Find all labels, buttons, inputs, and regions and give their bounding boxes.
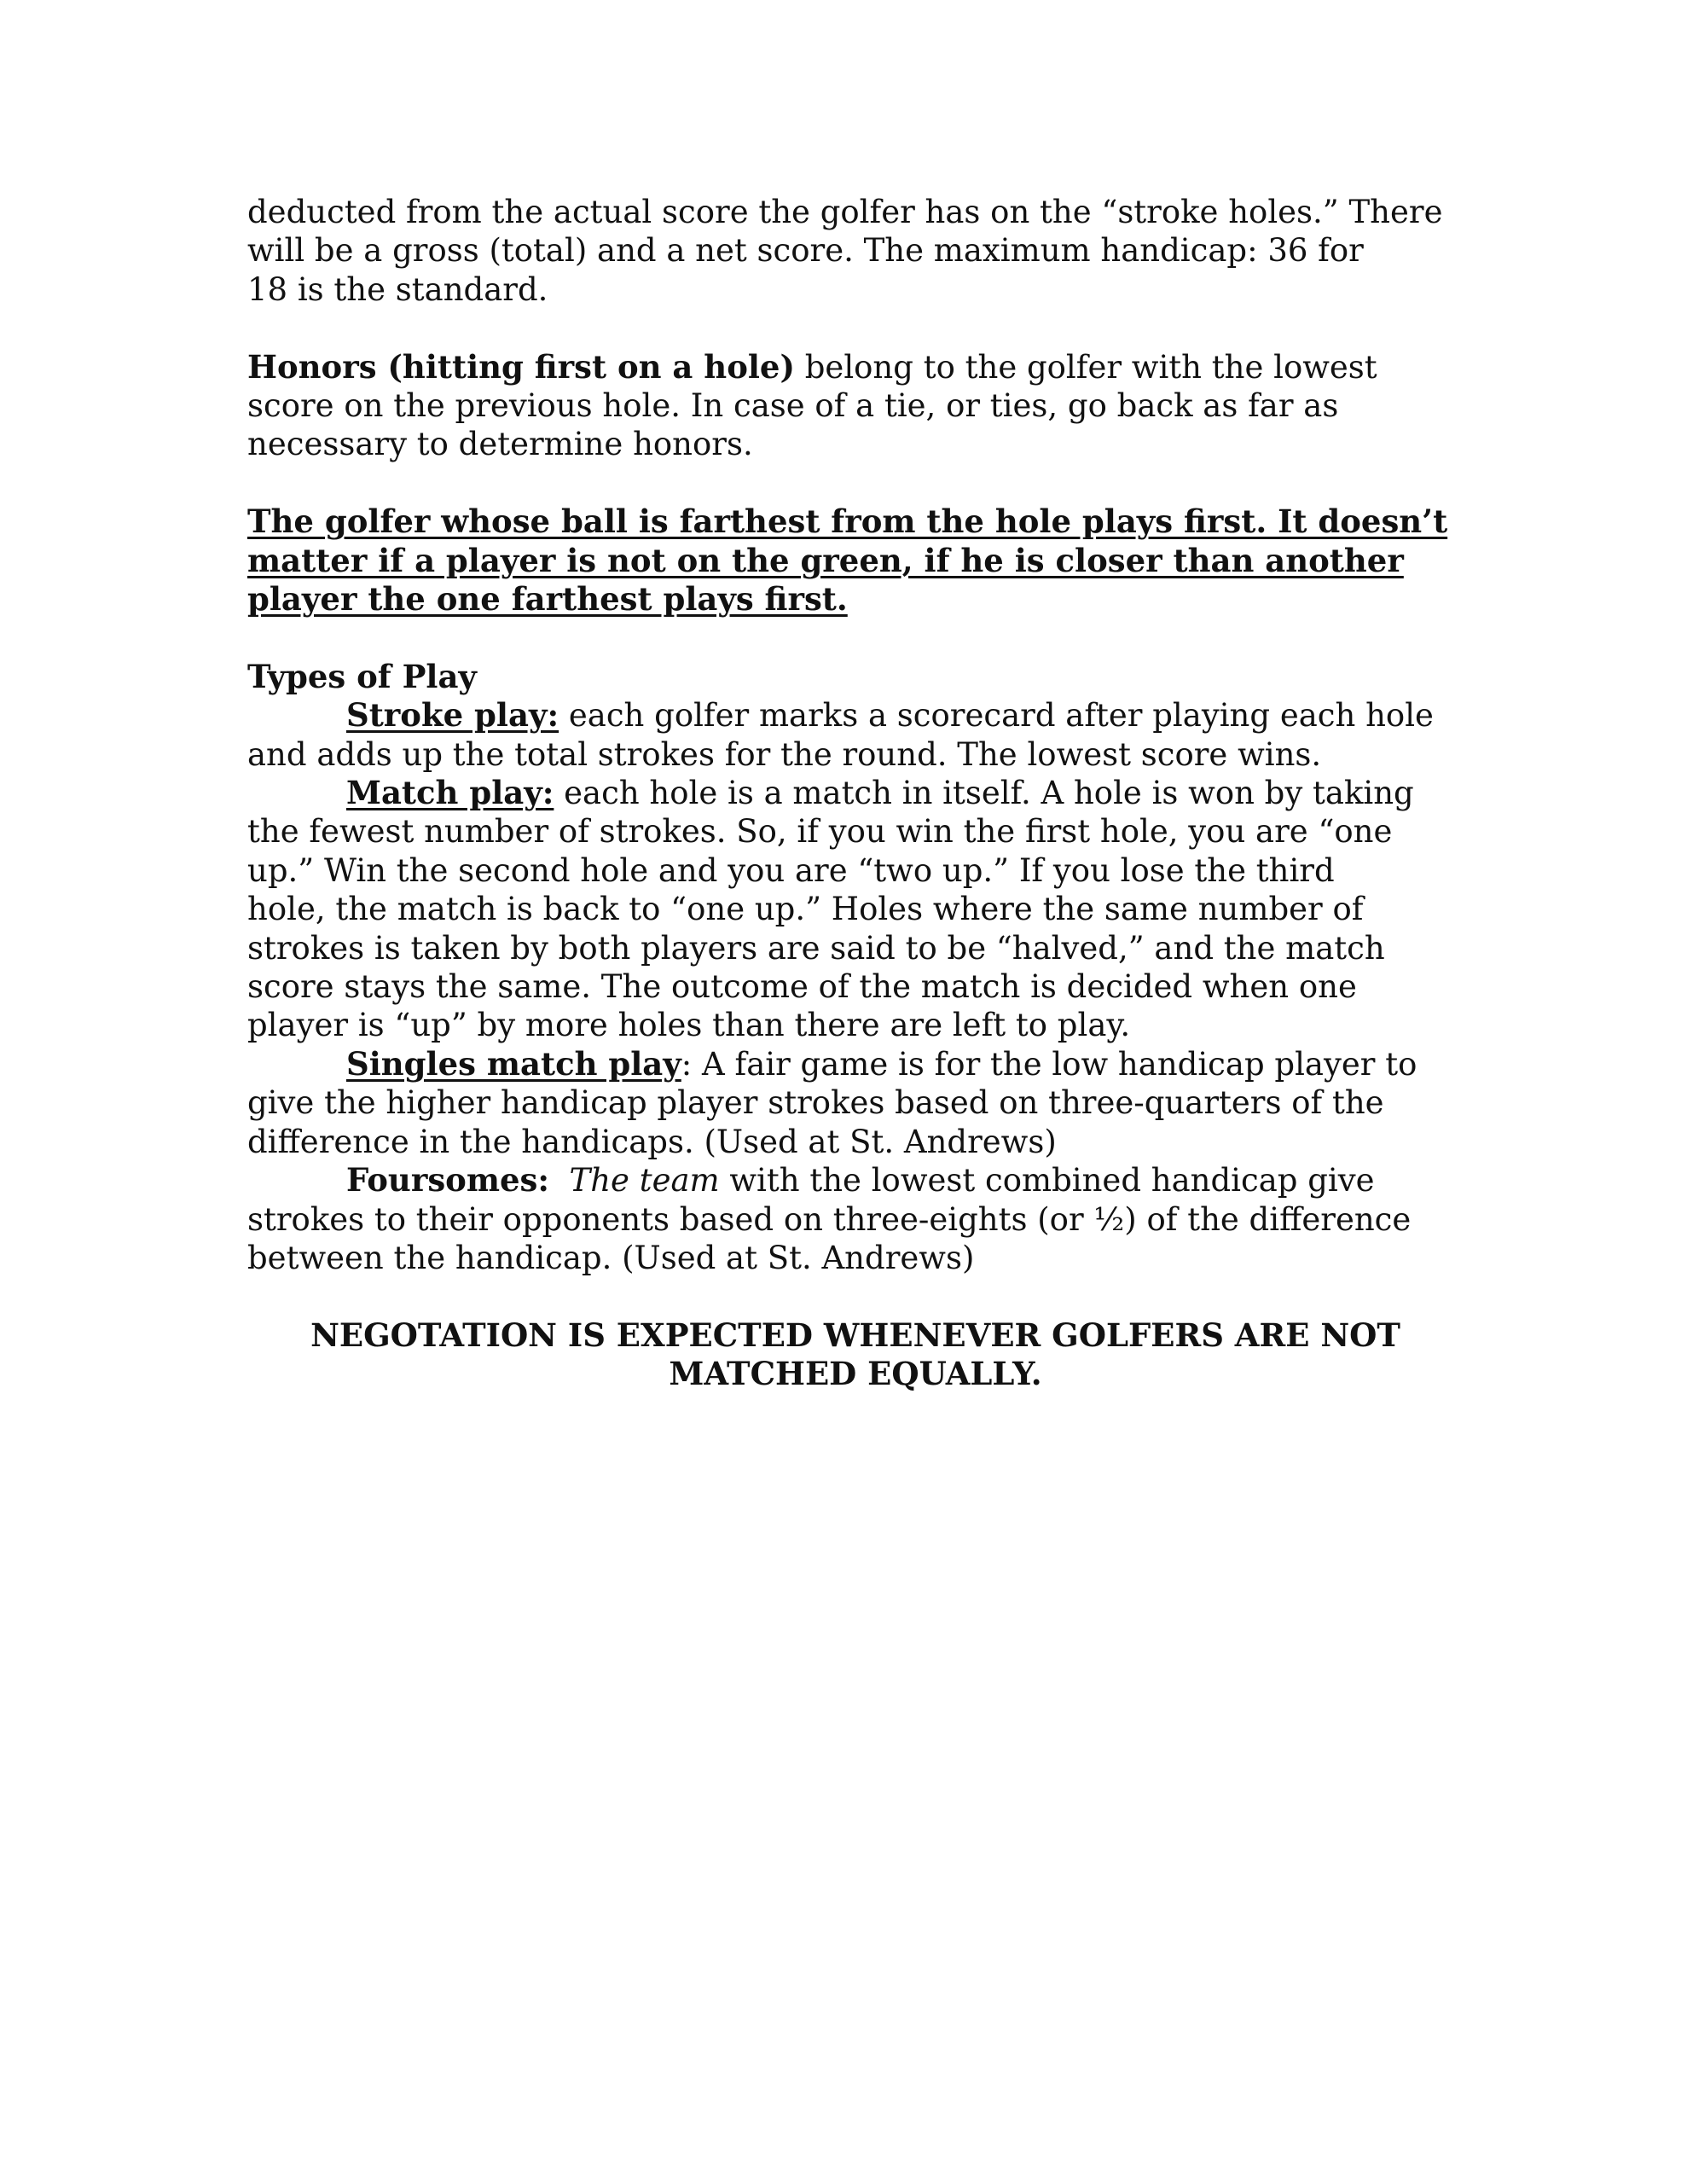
match-play-line: hole, the match is back to “one up.” Holes where the same number of [247,891,1364,928]
intro-line: deducted from the actual score the golfer has on the “stroke holes.” There [247,194,1443,230]
foursomes-gap [549,1162,570,1199]
honors-line [247,348,1467,386]
foursomes-text: with the lowest combined handicap give [719,1162,1375,1199]
paragraph-spacer [247,309,1467,347]
types-of-play-heading: Types of Play [247,657,477,695]
foursomes-line [247,1161,1467,1199]
match-play-line: the fewest number of strokes. So, if you win the first hole, you are “one [247,813,1393,851]
match-play-line: player is “up” by more holes than there are left to play. [247,1007,1131,1044]
foursomes-paragraph [247,1161,1467,1277]
match-play-paragraph [247,774,1467,1045]
foursomes-line: strokes to their opponents based on three-eights (or ½) of the difference [247,1200,1412,1238]
singles-match-play-paragraph [247,1045,1467,1161]
intro-paragraph [247,193,1467,309]
match-play-line: strokes is taken by both players are said to be “halved,” and the match [247,929,1385,967]
match-play-line: up.” Win the second hole and you are “two up.” If you lose the third [247,851,1335,889]
foursomes-line: between the handicap. (Used at St. Andrews) [247,1239,975,1276]
farthest-rule-line [247,580,1467,619]
intro-line: 18 is the standard. [247,270,548,308]
honors-heading: Honors (hitting first on a hole) [247,347,795,386]
paragraph-spacer [247,1277,1467,1316]
intro-line: will be a gross (total) and a net score. The maximum handicap: 36 for [247,232,1364,270]
farthest-rule-line [247,542,1467,580]
stroke-play-paragraph [247,696,1467,774]
singles-line [247,1045,1467,1083]
stroke-play-line: and adds up the total strokes for the round. The lowest score wins. [247,735,1322,773]
closing-line: NEGOTATION IS EXPECTED WHENEVER GOLFERS ARE NOT [310,1316,1400,1354]
paragraph-spacer [247,619,1467,657]
stroke-play-term: Stroke play: [346,696,559,735]
honors-paragraph [247,348,1467,464]
document-page [247,193,1467,1394]
singles-text: : A fair game is for the low handicap player to [681,1045,1417,1083]
paragraph-spacer [247,464,1467,502]
foursomes-term: Foursomes: [346,1161,550,1199]
honors-line: necessary to determine honors. [247,426,753,463]
closing-line: MATCHED EQUALLY. [669,1355,1042,1393]
match-play-text: each hole is a match in itself. A hole is won by taking [554,775,1414,812]
farthest-rule-text: The golfer whose ball is farthest from the hole plays first. It doesn’t [247,502,1448,541]
singles-line: give the higher handicap player strokes based on three-quarters of the [247,1084,1384,1122]
singles-term: Singles match play [346,1044,681,1083]
match-play-term: Match play: [346,774,554,812]
closing-statement [244,1316,1467,1394]
farthest-rule-text: player the one farthest plays first. [247,580,848,619]
match-play-line: score stays the same. The outcome of the match is decided when one [247,968,1357,1006]
foursomes-italic-text: The team [569,1162,720,1199]
singles-line: difference in the handicaps. (Used at St. Andrews) [247,1123,1057,1160]
farthest-rule-text: matter if a player is not on the green, if he is closer than another [247,541,1404,579]
stroke-play-text: each golfer marks a scorecard after playing each hole [559,697,1434,735]
stroke-play-line [247,696,1467,735]
match-play-line [247,774,1467,812]
farthest-rule-paragraph [247,502,1467,619]
farthest-rule-line [247,502,1467,541]
honors-line: score on the previous hole. In case of a tie, or ties, go back as far as [247,387,1339,425]
honors-text: belong to the golfer with the lowest [794,348,1377,386]
